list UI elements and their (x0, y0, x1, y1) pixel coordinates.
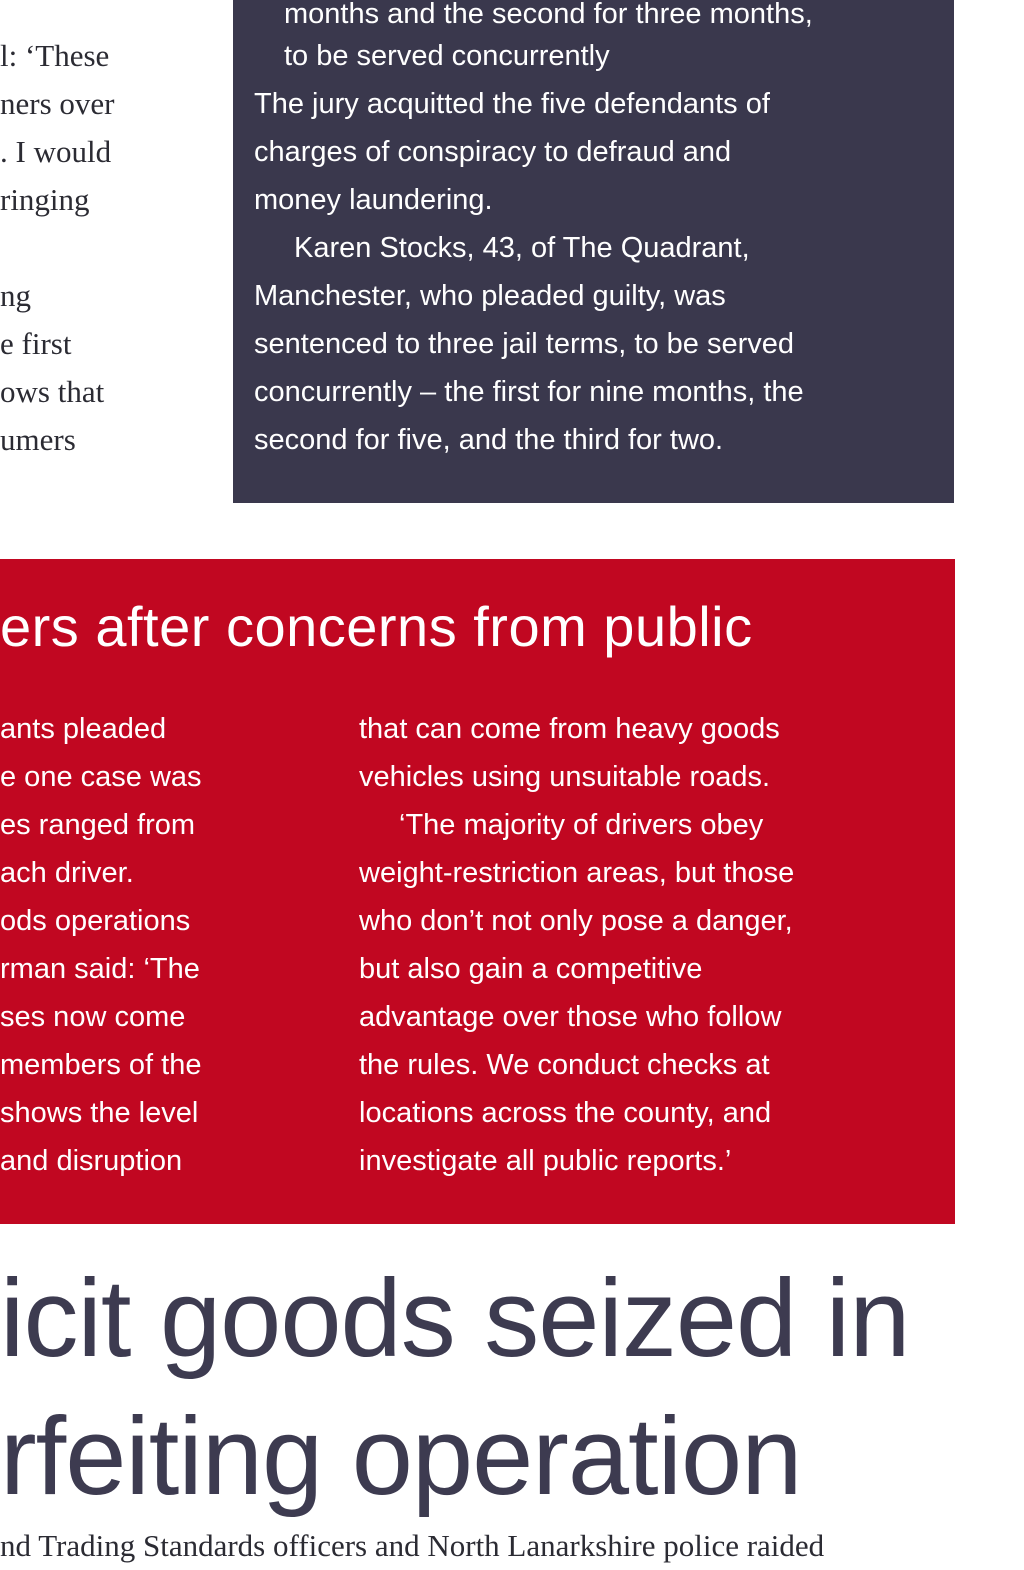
feature-text-line: ‘The majority of drivers obey (399, 809, 764, 841)
text-line (0, 224, 232, 272)
sidebar-text-line: charges of conspiracy to defraud and (254, 136, 732, 168)
sidebar-text-line: The jury acquitted the five defendants of (254, 88, 770, 120)
text-line: e first (0, 326, 72, 361)
feature-text-line: but also gain a competitive (359, 953, 703, 985)
feature-title: ers after concerns from public (0, 595, 753, 658)
feature-text-line: who don’t not only pose a danger, (359, 905, 793, 937)
body-text-start: nd Trading Standards officers and North Lanarkshire police raided (0, 1528, 825, 1563)
sidebar-text-line: to be served concurrently (284, 40, 610, 72)
sidebar-text-line: months and the second for three months, (284, 0, 813, 30)
feature-text-line: that can come from heavy goods (359, 713, 780, 745)
article-left-column (0, 32, 232, 464)
feature-text-line: ants pleaded (0, 713, 167, 745)
feature-text-line: advantage over those who follow (359, 1001, 782, 1033)
feature-text-line: vehicles using unsuitable roads. (359, 761, 771, 793)
feature-text-line: locations across the county, and (359, 1097, 772, 1129)
text-line: ng (0, 278, 31, 313)
text-line: . I would (0, 134, 112, 169)
sidebar-text-line: concurrently – the first for nine months, the (254, 376, 804, 408)
headline (0, 1250, 1024, 1526)
feature-box (0, 559, 955, 1224)
feature-text-line: ach driver. (0, 857, 134, 889)
feature-text-line: shows the level (0, 1097, 199, 1129)
text-line: ringing (0, 182, 90, 217)
feature-text-line: ses now come (0, 1001, 186, 1033)
feature-text-line: es ranged from (0, 809, 196, 841)
feature-text-line: rman said: ‘The (0, 953, 200, 985)
feature-text-line: investigate all public reports.’ (359, 1145, 732, 1177)
text-line: ners over (0, 86, 115, 121)
text-line: umers (0, 422, 76, 457)
feature-text-line: members of the (0, 1049, 202, 1081)
feature-text-line: and disruption (0, 1145, 183, 1177)
sidebar-text-line: money laundering. (254, 184, 493, 216)
headline-line-1: icit goods seized in (0, 1257, 910, 1380)
sidebar-box (233, 0, 954, 503)
feature-column-b (359, 705, 939, 1185)
feature-text-line: weight-restriction areas, but those (359, 857, 795, 889)
sidebar-text-line: second for five, and the third for two. (254, 424, 724, 456)
text-line: l: ‘These (0, 38, 110, 73)
feature-text-line: ods operations (0, 905, 191, 937)
feature-column-a (0, 705, 250, 1185)
headline-line-2: rfeiting operation (0, 1395, 802, 1518)
sidebar-text-line: Karen Stocks, 43, of The Quadrant, (294, 232, 750, 264)
feature-text-line: the rules. We conduct checks at (359, 1049, 770, 1081)
sidebar-text-line: sentenced to three jail terms, to be served (254, 328, 795, 360)
text-line: ows that (0, 374, 105, 409)
sidebar-text-line: Manchester, who pleaded guilty, was (254, 280, 726, 312)
feature-text-line: e one case was (0, 761, 202, 793)
